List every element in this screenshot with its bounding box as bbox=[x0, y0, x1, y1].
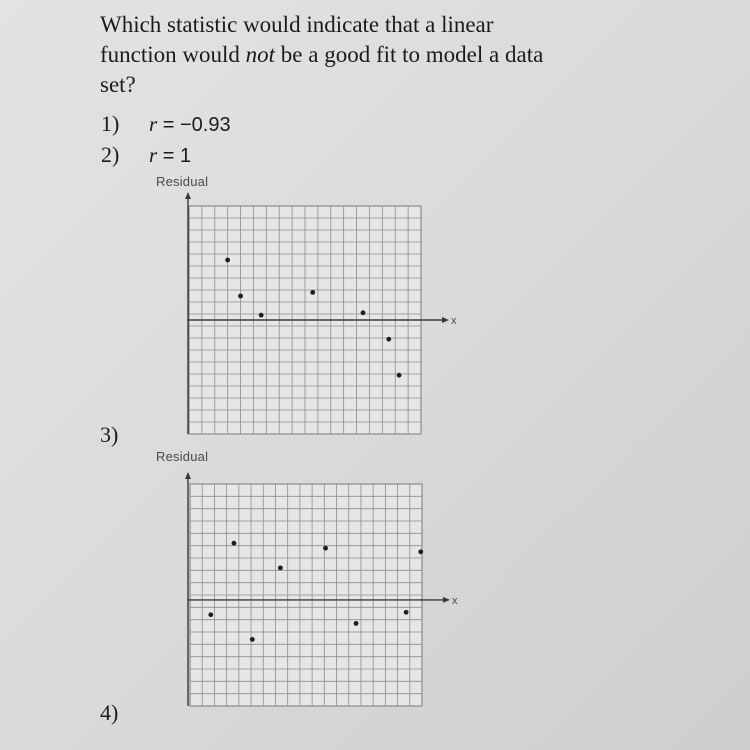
residual-point bbox=[386, 337, 391, 342]
question-text bbox=[100, 10, 660, 100]
y-axis-arrow bbox=[185, 192, 191, 199]
choice-3-number: 3) bbox=[100, 422, 119, 447]
x-axis-label: x bbox=[452, 594, 458, 607]
residual-point bbox=[238, 294, 243, 299]
choice-3[interactable] bbox=[100, 422, 148, 448]
plot-3-ylabel: Residual bbox=[156, 174, 209, 189]
question-line-1: Which statistic would indicate that a linear bbox=[100, 12, 494, 37]
residual-point bbox=[354, 621, 359, 626]
choice-1-number: 1) bbox=[101, 111, 120, 136]
choice-4[interactable] bbox=[100, 700, 148, 726]
residual-point bbox=[323, 546, 328, 551]
x-axis-arrow bbox=[442, 317, 449, 323]
choice-2-value: = 1 bbox=[157, 145, 192, 167]
choice-2-number: 2) bbox=[101, 142, 120, 167]
residual-point bbox=[310, 290, 315, 295]
x-axis-arrow bbox=[443, 597, 450, 603]
residual-point bbox=[278, 565, 283, 570]
residual-point bbox=[418, 549, 423, 554]
choice-1-variable: r bbox=[149, 112, 158, 136]
question-line-2: function would not be a good fit to model a data bbox=[100, 42, 544, 67]
residual-plot-4 bbox=[180, 464, 458, 712]
residual-point bbox=[250, 637, 255, 642]
residual-point bbox=[208, 612, 213, 617]
residual-plot-3 bbox=[180, 188, 457, 443]
residual-point bbox=[259, 313, 264, 318]
residual-point bbox=[404, 610, 409, 615]
plot-4-ylabel: Residual bbox=[156, 449, 209, 464]
residual-point bbox=[232, 541, 237, 546]
emphasis-not: not bbox=[245, 42, 276, 67]
residual-point bbox=[361, 310, 366, 315]
choice-2-variable: r bbox=[149, 143, 158, 167]
question-line-3: set? bbox=[100, 72, 136, 97]
choice-2[interactable] bbox=[101, 142, 191, 168]
choice-1-value: = −0.93 bbox=[157, 114, 231, 136]
residual-point bbox=[225, 258, 230, 263]
choice-1[interactable] bbox=[101, 111, 231, 137]
residual-point bbox=[397, 373, 402, 378]
y-axis-arrow bbox=[185, 472, 191, 479]
x-axis-label: x bbox=[451, 315, 457, 327]
choice-4-number: 4) bbox=[100, 700, 119, 725]
